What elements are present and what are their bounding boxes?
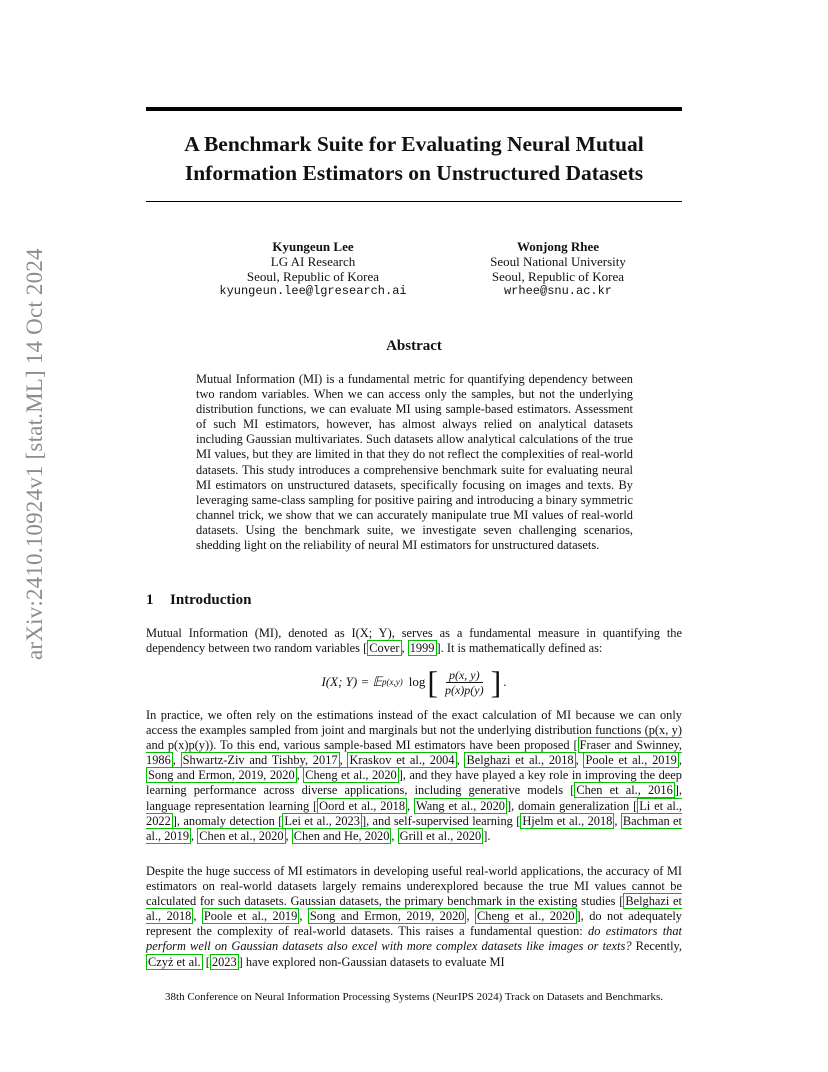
text-run: ,: [614, 813, 621, 828]
abstract-heading: Abstract: [386, 338, 442, 354]
citation-link[interactable]: Cheng et al., 2020: [305, 768, 397, 783]
citation-link[interactable]: Poole et al., 2019: [203, 909, 298, 924]
author-block-1: [198, 239, 428, 299]
text-run: ,: [466, 909, 476, 924]
text-run: Recently,: [631, 939, 682, 954]
text-run: Despite the huge success of MI estimators in developing useful real-world applications, the accuracy of MI estimators on real-world datasets largely remains underexplored because the true MI values cannot be calculated for such datasets. Gaussian datasets, the primary benchmark in the existing studies [: [146, 864, 682, 909]
citation-link[interactable]: Bachman et al., 2019: [146, 813, 682, 843]
citation-link[interactable]: 1999: [409, 641, 435, 656]
text-run: ,: [296, 768, 304, 783]
text-run: ], and they have played a key role in improving the deep learning performance across diverse applications, including generative models [: [146, 768, 682, 798]
section-heading-introduction: [146, 592, 251, 609]
author-affiliation: LG AI Research: [270, 254, 356, 269]
author-location: Seoul, Republic of Korea: [246, 269, 380, 284]
text-run: ,: [191, 828, 198, 843]
intro-paragraph-2: [146, 708, 682, 844]
author-email[interactable]: wrhee@snu.ac.kr: [503, 284, 613, 298]
citation-link[interactable]: Belghazi et al., 2018: [466, 753, 574, 768]
fraction-numerator: p(x, y): [446, 668, 483, 683]
arxiv-side-stamp: arXiv:2410.10924v1 [stat.ML] 14 Oct 2024: [22, 248, 47, 660]
text-run: ]. It is mathematically defined as:: [436, 641, 603, 656]
text-run: ,: [285, 828, 292, 843]
text-run: ], anomaly detection [: [172, 813, 283, 828]
citation-link[interactable]: Chen and He, 2020: [293, 828, 390, 843]
text-run: Mutual Information (MI), denoted as I(X; Y), serves as a fundamental measure in quantifying the dependency between two random variables [: [146, 626, 682, 656]
citation-link[interactable]: Wang et al., 2020: [416, 798, 505, 813]
text-run: ], language representation learning [: [146, 783, 683, 813]
citation-link[interactable]: Poole et al., 2019: [585, 753, 677, 768]
citation-link[interactable]: Kraskov et al., 2004: [349, 753, 455, 768]
equation-period: .: [503, 674, 507, 689]
text-run: ] have explored non-Gaussian datasets to evaluate MI: [238, 954, 505, 969]
title-line-2: Information Estimators on Unstructured Datasets: [184, 161, 644, 185]
citation-link[interactable]: Hjelm et al., 2018: [522, 813, 613, 828]
section-number: 1: [146, 592, 154, 608]
citation-link[interactable]: Czyż et al.: [148, 954, 201, 969]
text-run: ,: [299, 909, 308, 924]
citation-link[interactable]: Li et al., 2022: [146, 798, 683, 828]
text-run: ,: [575, 753, 584, 768]
text-run: [: [202, 954, 210, 969]
mi-definition-equation: [146, 662, 682, 702]
citation-link[interactable]: Cheng et al., 2020: [477, 909, 575, 924]
citation-link[interactable]: Belghazi et al., 2018: [146, 894, 682, 924]
citation-link[interactable]: Song and Ermon, 2019, 2020: [148, 768, 295, 783]
citation-link[interactable]: Song and Ermon, 2019, 2020: [309, 909, 465, 924]
text-run: ,: [678, 753, 682, 768]
citation-link[interactable]: Cover: [369, 641, 400, 656]
author-name: Wonjong Rhee: [517, 239, 599, 254]
citation-link[interactable]: Lei et al., 2023: [284, 813, 360, 828]
ratio-fraction: [442, 668, 487, 697]
text-run: ,: [401, 641, 408, 656]
text-run: ,: [193, 909, 202, 924]
author-name: Kyungeun Lee: [272, 239, 354, 254]
text-run: ], do not adequately represent the complexity of real-world datasets. This raises a fundamental question:: [146, 909, 682, 939]
author-block-2: [440, 239, 676, 299]
text-run: ,: [172, 753, 181, 768]
citation-link[interactable]: 2023: [211, 954, 237, 969]
abstract-body: Mutual Information (MI) is a fundamental metric for quantifying dependency between two random variables. When we can access only the samples, but not the underlying distribution functions, we can evaluate MI using sample-based estimators. Assessment of such MI estimators, however, has almost always relied on analytical datasets including Gaussian multivariates. Such datasets allow analytical calculations of the true MI values, but they are limited in that they do not reflect the complexities of real-world datasets. This study introduces a comprehensive benchmark suite for evaluating neural MI estimators on unstructured datasets, specifically focusing on images and texts. By leveraging same-class sampling for positive pairing and introducing a binary symmetric channel trick, we show that we can accurately manipulate true MI values of real-world datasets. Using the benchmark suite, we investigate seven challenging scenarios, shedding light on the reliability of neural MI estimators for unstructured datasets.: [196, 372, 633, 553]
text-run: ], domain generalization [: [507, 798, 638, 813]
expectation-subscript: p(x,y): [381, 677, 403, 687]
equation-lhs: I(X; Y) = 𝔼: [321, 674, 382, 689]
citation-link[interactable]: Shwartz-Ziv and Tishby, 2017: [182, 753, 338, 768]
author-location: Seoul, Republic of Korea: [491, 269, 625, 284]
intro-paragraph-1: [146, 626, 682, 656]
text-run: ], and self-supervised learning [: [361, 813, 521, 828]
text-run: ,: [339, 753, 348, 768]
intro-paragraph-3: [146, 864, 682, 970]
text-run: ,: [407, 798, 414, 813]
citation-link[interactable]: Chen et al., 2020: [199, 828, 284, 843]
research-question: do estimators that perform well on Gaussian datasets also excel with more complex datasets like images or texts?: [146, 924, 683, 954]
text-run: ,: [391, 828, 398, 843]
fraction-denominator: p(x)p(y): [444, 682, 484, 697]
right-bracket: ]: [490, 664, 502, 700]
title-bottom-rule: [146, 201, 682, 202]
title-top-rule: [146, 107, 682, 111]
section-title: Introduction: [170, 592, 252, 608]
paper-title: [146, 130, 682, 188]
title-line-1: A Benchmark Suite for Evaluating Neural Mutual: [184, 132, 644, 156]
conference-footnote: 38th Conference on Neural Information Processing Systems (NeurIPS 2024) Track on Datasets and Benchmarks.: [165, 991, 663, 1003]
text-run: In practice, we often rely on the estimations instead of the exact calculation of MI because we can only access the examples sampled from joint and marginals but not the underlying distribution functions (p(x, y) and p(x)p(y)). To this end, various sample-based MI estimators have been proposed [: [146, 708, 682, 753]
log-operator: log: [408, 674, 426, 689]
text-run: ,: [456, 753, 465, 768]
citation-link[interactable]: Chen et al., 2016: [576, 783, 673, 798]
text-run: ].: [483, 828, 491, 843]
citation-link[interactable]: Oord et al., 2018: [319, 798, 406, 813]
author-affiliation: Seoul National University: [490, 254, 626, 269]
citation-link[interactable]: Fraser and Swinney, 1986: [146, 738, 682, 768]
citation-link[interactable]: Grill et al., 2020: [399, 828, 482, 843]
author-email[interactable]: kyungeun.lee@lgresearch.ai: [219, 284, 407, 298]
left-bracket: [: [427, 664, 438, 700]
